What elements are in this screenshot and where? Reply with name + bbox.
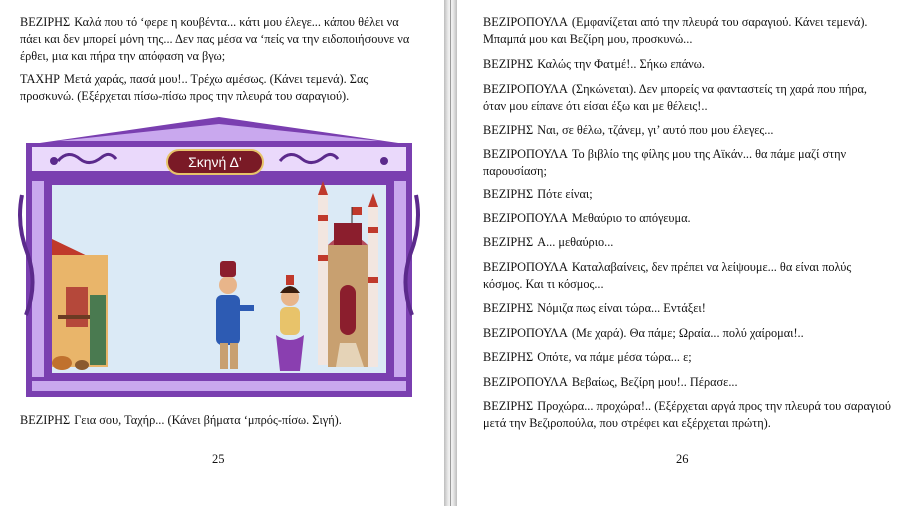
- dialogue-paragraph: [483, 14, 891, 48]
- dialogue-paragraph: [483, 300, 891, 317]
- dialogue-paragraph: [483, 259, 891, 293]
- dialogue-text: Νόμιζα πως είναι τώρα... Εντάξει!: [537, 301, 706, 315]
- speaker-name: ΒΕΖΙΡΗΣ: [483, 301, 534, 315]
- dialogue-paragraph: [483, 349, 891, 366]
- dialogue-text: Γεια σου, Ταχήρ... (Κάνει βήματα ‘μπρός-πίσω. Σιγή).: [74, 413, 342, 427]
- dialogue-paragraph: [483, 325, 891, 342]
- dialogue-text: (Εμφανίζεται από την πλευρά του σαραγιού. Κάνει τεμενά). Μπαμπά μου και Βεζίρη μου, προσκυνώ...: [483, 15, 868, 46]
- speaker-name: ΒΕΖΙΡΗΣ: [483, 399, 534, 413]
- speaker-name: ΒΕΖΙΡΟΠΟΥΛΑ: [483, 326, 568, 340]
- speaker-name: ΒΕΖΙΡΗΣ: [20, 413, 71, 427]
- page-gutter: [444, 0, 457, 506]
- speaker-name: ΤΑΧΗΡ: [20, 72, 61, 86]
- dialogue-text: Μεθαύριο το απόγευμα.: [571, 211, 691, 225]
- dialogue-paragraph: [483, 81, 891, 115]
- left-page: [0, 0, 444, 506]
- speaker-name: ΒΕΖΙΡΟΠΟΥΛΑ: [483, 147, 568, 161]
- dialogue-text: Πότε είναι;: [537, 187, 593, 201]
- dialogue-paragraph: [483, 56, 891, 73]
- dialogue-paragraph: [20, 71, 422, 105]
- dialogue-text: (Με χαρά). Θα πάμε; Ωραία... πολύ χαίρομαι!..: [571, 326, 804, 340]
- speaker-name: ΒΕΖΙΡΗΣ: [20, 15, 71, 29]
- speaker-name: ΒΕΖΙΡΗΣ: [483, 57, 534, 71]
- dialogue-text: Καλά που τό ‘φερε η κουβέντα... κάτι μου έλεγε... κάπου θέλει να πάει και δεν μπορεί μόνη της... Δεν πας μέσα να ‘πείς να την ειδοποιήσουνε να έρθει, μια και πήρα την απόφαση να βγω;: [20, 15, 410, 63]
- dialogue-text: Το βιβλίο της φίλης μου της Αϊκάν... θα πάμε μαζί στην παρουσίαση;: [483, 147, 847, 178]
- dialogue-paragraph: [483, 210, 891, 227]
- page-number: 26: [676, 452, 689, 466]
- speaker-name: ΒΕΖΙΡΟΠΟΥΛΑ: [483, 15, 568, 29]
- speaker-name: ΒΕΖΙΡΗΣ: [483, 123, 534, 137]
- dialogue-paragraph: [483, 398, 891, 432]
- dialogue-paragraph: [20, 412, 422, 429]
- speaker-name: ΒΕΖΙΡΟΠΟΥΛΑ: [483, 82, 568, 96]
- speaker-name: ΒΕΖΙΡΗΣ: [483, 187, 534, 201]
- shadow-theatre-stage-illustration: [18, 115, 420, 405]
- right-page: [457, 0, 901, 506]
- dialogue-text: Α... μεθαύριο...: [537, 235, 614, 249]
- dialogue-paragraph: [483, 122, 891, 139]
- dialogue-text: Προχώρα... προχώρα!.. (Εξέρχεται αργά προς την πλευρά του σαραγιού μετά την Βεζιροπούλα, που στρέφει και εξέρχεται πρώτη).: [483, 399, 891, 430]
- dialogue-text: Καταλαβαίνεις, δεν πρέπει να λείψουμε... θα είναι πολύς κόσμος. Και τι κόσμος...: [483, 260, 852, 291]
- house-illustration: [52, 239, 108, 370]
- speaker-name: ΒΕΖΙΡΟΠΟΥΛΑ: [483, 375, 568, 389]
- dialogue-paragraph: [483, 374, 891, 391]
- dialogue-text: (Σηκώνεται). Δεν μπορείς να φανταστείς τη χαρά που πήρα, όταν μου είπανε ότι είσαι έξω και με θέλεις!..: [483, 82, 868, 113]
- page-number: 25: [212, 452, 225, 466]
- speaker-name: ΒΕΖΙΡΟΠΟΥΛΑ: [483, 211, 568, 225]
- scene-title-badge: Σκηνή Δ’: [166, 149, 264, 175]
- dialogue-text: Καλώς την Φατμέ!.. Σήκω επάνω.: [537, 57, 705, 71]
- speaker-name: ΒΕΖΙΡΟΠΟΥΛΑ: [483, 260, 568, 274]
- dialogue-paragraph: [20, 14, 422, 65]
- dialogue-paragraph: [483, 146, 891, 180]
- dialogue-paragraph: [483, 186, 891, 203]
- speaker-name: ΒΕΖΙΡΗΣ: [483, 350, 534, 364]
- dialogue-text: Βεβαίως, Βεζίρη μου!.. Πέρασε...: [571, 375, 738, 389]
- dialogue-text: Ναι, σε θέλω, τζάνεμ, γι’ αυτό που μου έλεγες...: [537, 123, 774, 137]
- dialogue-paragraph: [483, 234, 891, 251]
- speaker-name: ΒΕΖΙΡΗΣ: [483, 235, 534, 249]
- dialogue-text: Μετά χαράς, πασά μου!.. Τρέχω αμέσως. (Κάνει τεμενά). Σας προσκυνώ. (Εξέρχεται πίσω-πίσω προς την πλευρά του σαραγιού).: [20, 72, 369, 103]
- dialogue-text: Οπότε, να πάμε μέσα τώρα... ε;: [537, 350, 692, 364]
